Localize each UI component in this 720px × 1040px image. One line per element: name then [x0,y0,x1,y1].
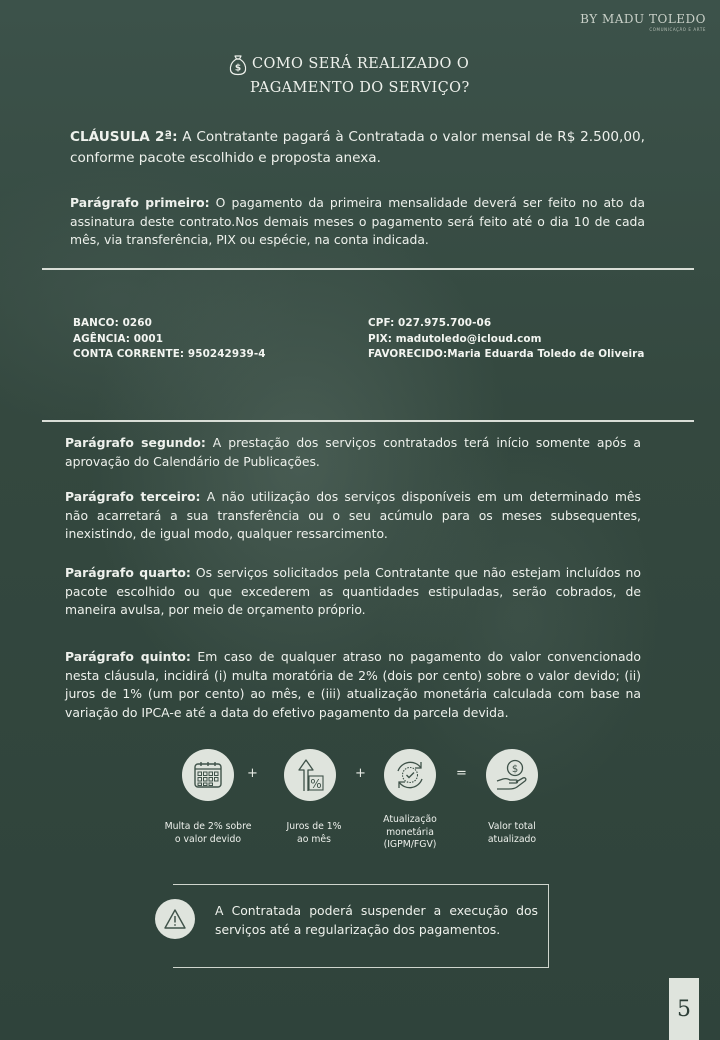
page-number: 5 [669,978,699,1040]
caption-multa [158,821,258,846]
bank-code: BANCO: 0260 [73,317,152,329]
paragrafo-segundo [65,434,641,471]
brand-name: BY MADU TOLEDO [580,12,706,26]
calendar-icon [193,761,223,789]
hand-coin-icon [495,759,529,791]
caption-atualizacao-line3: (IGPM/FGV) [383,839,437,850]
atualizacao-circle [384,749,436,801]
equals-sign: = [456,766,467,781]
paragrafo-terceiro [65,488,641,544]
divider-bottom [42,420,694,422]
p4-label: Parágrafo quarto: [65,565,191,580]
valor-total-circle [486,749,538,801]
plus-sign-2: + [355,766,366,781]
clausula-label: CLÁUSULA 2ª: [70,129,178,145]
percent-arrow-icon [295,758,325,792]
paragrafo-quinto [65,648,641,722]
caption-valor-total [468,821,556,846]
paragrafo-primeiro [70,194,645,250]
bank-cpf: CPF: 027.975.700-06 [368,317,492,329]
caption-multa-line1: Multa de 2% sobre [164,821,252,832]
divider-top [42,268,694,270]
p1-text: O pagamento da primeira mensalidade deverá ser feito no ato da assinatura deste contrato.Nos demais meses o pagamento será feito até o dia 10 de cada mês, via transferência, PIX ou espécie, na conta indicada. [70,195,645,247]
money-bag-icon [228,54,248,76]
heading-line-2: PAGAMENTO DO SERVIÇO? [250,80,470,96]
bank-pix: PIX: madutoledo@icloud.com [368,332,542,345]
caption-atualizacao [366,814,454,852]
caption-valor-line2: atualizado [487,833,537,845]
bank-favorecido: FAVORECIDO:Maria Eduarda Toledo de Oliveira [368,348,645,360]
p2-label: Parágrafo segundo: [65,435,206,450]
p3-text: A não utilização dos serviços disponíveis em um determinado mês não acarretará a sua transferência ou o seu acúmulo para os meses subsequentes, inexistindo, de igual modo, qualquer ressarcimento. [65,489,641,541]
svg-text:$: $ [511,764,519,775]
bank-account: CONTA CORRENTE: 950242939-4 [73,348,266,360]
warning-text: A Contratada poderá suspender a execução dos serviços até a regularização dos pagamentos. [215,903,538,937]
warning-circle [155,899,195,939]
caption-atualizacao-line2: monetária [386,826,434,838]
p5-label: Parágrafo quinto: [65,649,191,664]
caption-multa-line2: o valor devido [174,833,242,845]
caption-juros-line2: ao mês [297,833,331,845]
caption-juros [270,821,358,846]
plus-sign-1: + [247,766,258,781]
svg-text:%: % [310,777,322,791]
p2-text: A prestação dos serviços contratados terá início somente após a aprovação do Calendário de Publicações. [65,435,641,469]
multa-circle [182,749,234,801]
caption-atualizacao-line1: Atualização [383,814,437,825]
bank-agency: AGÊNCIA: 0001 [73,332,164,345]
heading-line-1: COMO SERÁ REALIZADO O [252,56,470,72]
juros-circle [284,749,336,801]
clausula-text: A Contratante pagará à Contratada o valor mensal de R$ 2.500,00, conforme pacote escolhido e proposta anexa. [70,129,645,166]
bank-info-right [368,316,644,363]
p4-text: Os serviços solicitados pela Contratante que não estejam incluídos no pacote escolhido ou que excederem as quantidades estipuladas, serão cobrados, de maneira avulsa, por meio de orçamento próprio. [65,565,641,617]
warning-icon [163,908,187,930]
bank-info-left [73,316,266,363]
p1-label: Parágrafo primeiro: [70,195,210,210]
caption-valor-line1: Valor total [488,821,536,832]
svg-text:$: $ [234,63,242,74]
brand-subtitle: COMUNICAÇÃO E ARTE [649,27,706,32]
caption-juros-line1: Juros de 1% [286,821,342,832]
clausula-2 [70,127,645,169]
p5-text: Em caso de qualquer atraso no pagamento do valor convencionado nesta cláusula, incidirá (i) multa moratória de 2% (dois por cento) sobre o valor devido; (ii) juros de 1% (um por cento) ao mês, e (iii) atualização monetária calculada com base na variação do IPCA-e até a data do efetivo pagamento da parcela devida. [65,649,641,720]
brand-logo [580,12,706,32]
refresh-check-icon [393,758,427,792]
p3-label: Parágrafo terceiro: [65,489,201,504]
paragrafo-quarto [65,564,641,620]
